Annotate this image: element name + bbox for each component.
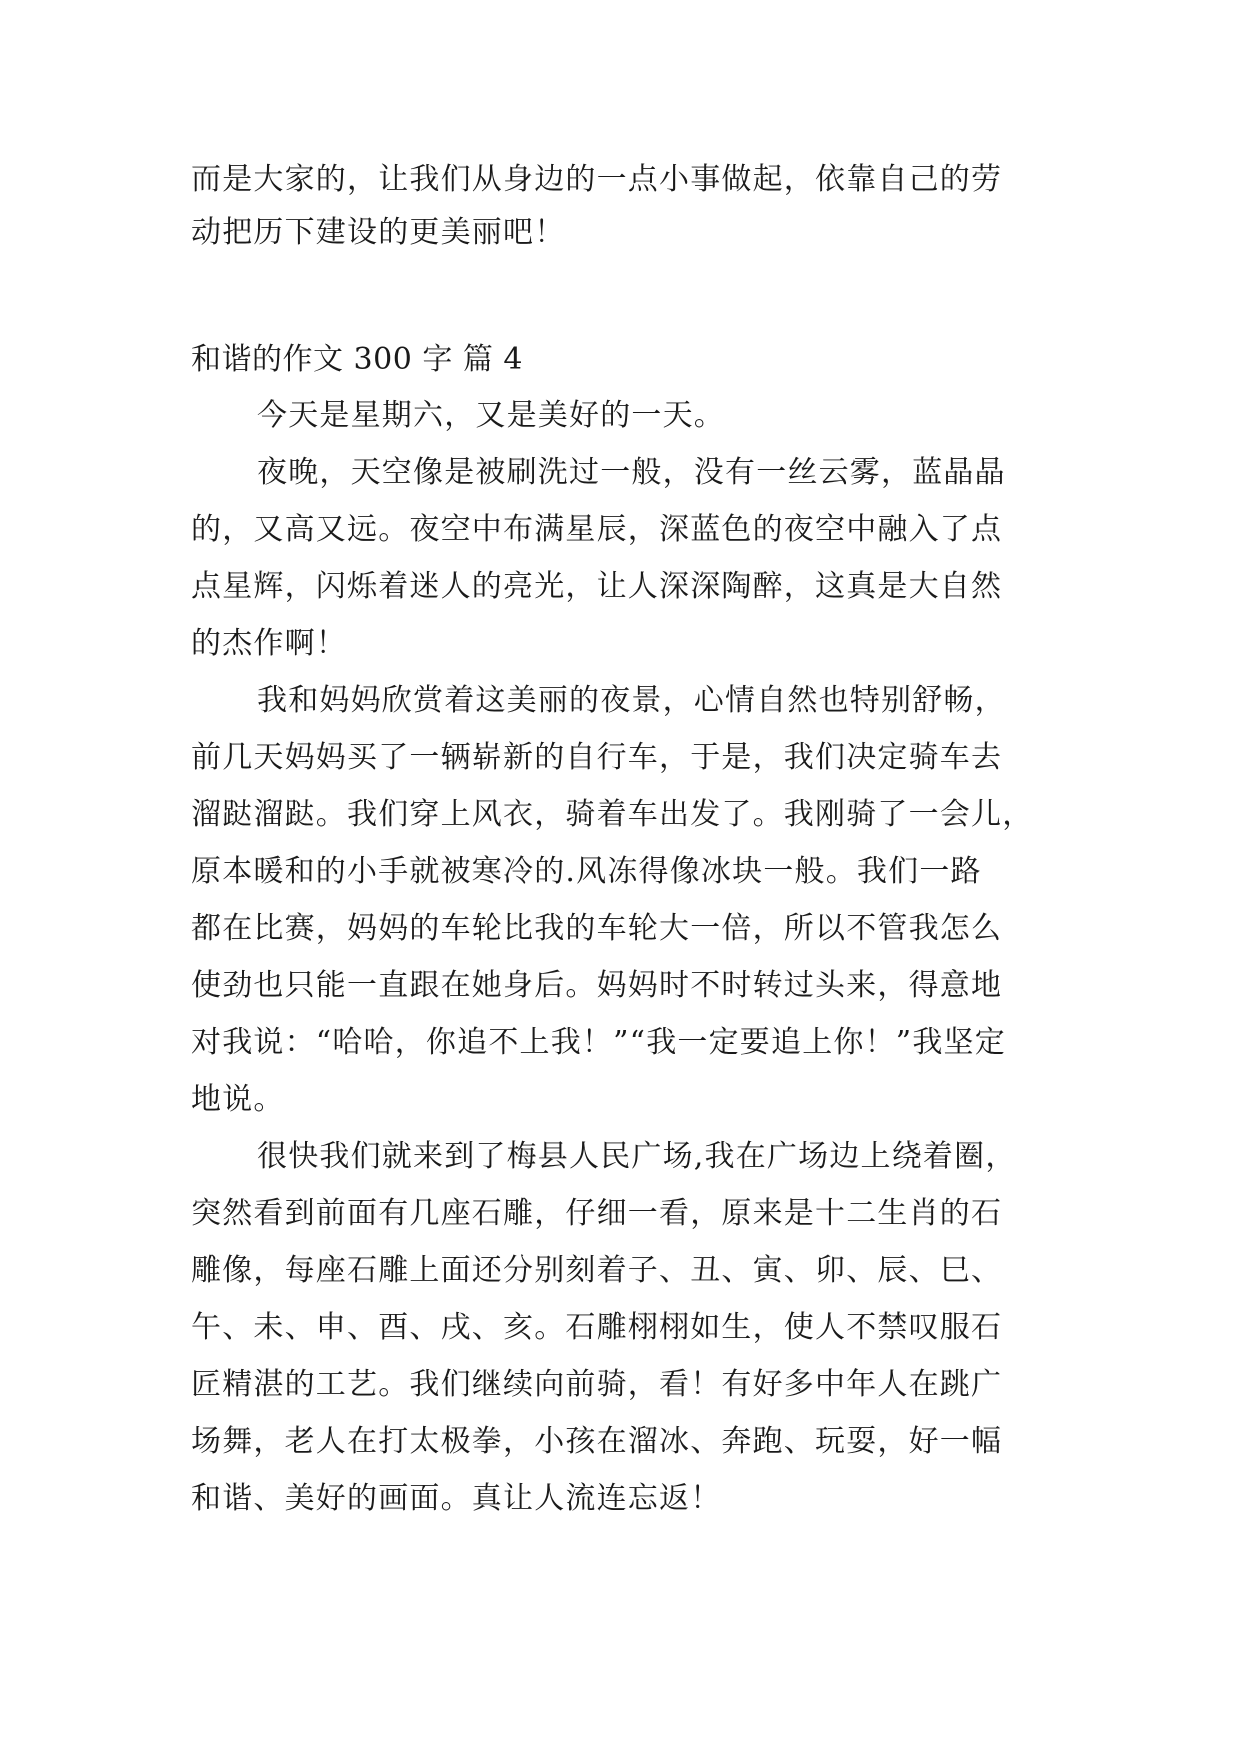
text-line: 地说。 xyxy=(191,1082,285,1117)
text-line: 溜跶溜跶。我们穿上风衣，骑着车出发了。我刚骑了一会儿， xyxy=(191,797,1034,832)
text-line: 的杰作啊！ xyxy=(191,626,347,661)
paragraph-first-line: 我和妈妈欣赏着这美丽的夜景，心情自然也特别舒畅， xyxy=(257,683,1006,718)
text-line: 匠精湛的工艺。我们继续向前骑，看！有好多中年人在跳广 xyxy=(191,1367,1003,1402)
text-line: 对我说：“哈哈，你追不上我！”“我一定要追上你！”我坚定 xyxy=(191,1025,1006,1060)
paragraph-first-line: 很快我们就来到了梅县人民广场,我在广场边上绕着圈， xyxy=(257,1139,1017,1174)
text-line: 和谐、美好的画面。真让人流连忘返！ xyxy=(191,1481,722,1516)
text-line: 的，又高又远。夜空中布满星辰，深蓝色的夜空中融入了点 xyxy=(191,512,1003,547)
paragraph-first-line: 今天是星期六，又是美好的一天。 xyxy=(257,398,725,433)
paragraph-first-line: 夜晚，天空像是被刷洗过一般，没有一丝云雾，蓝晶晶 xyxy=(257,455,1006,490)
text-line: 动把历下建设的更美丽吧！ xyxy=(191,215,566,250)
text-line: 使劲也只能一直跟在她身后。妈妈时不时转过头来，得意地 xyxy=(191,968,1003,1003)
text-line: 都在比赛，妈妈的车轮比我的车轮大一倍，所以不管我怎么 xyxy=(191,911,1003,946)
text-line: 场舞，老人在打太极拳，小孩在溜冰、奔跑、玩耍，好一幅 xyxy=(191,1424,1003,1459)
text-line: 前几天妈妈买了一辆崭新的自行车，于是，我们决定骑车去 xyxy=(191,740,1003,775)
text-line: 原本暖和的小手就被寒冷的.风冻得像冰块一般。我们一路 xyxy=(191,854,982,889)
text-line: 点星辉，闪烁着迷人的亮光，让人深深陶醉，这真是大自然 xyxy=(191,569,1003,604)
text-line: 突然看到前面有几座石雕，仔细一看，原来是十二生肖的石 xyxy=(191,1196,1003,1231)
section-heading: 和谐的作文 300 字 篇 4 xyxy=(191,342,523,377)
text-line: 午、未、申、酉、戌、亥。石雕栩栩如生，使人不禁叹服石 xyxy=(191,1310,1003,1345)
text-line: 雕像，每座石雕上面还分别刻着子、丑、寅、卯、辰、巳、 xyxy=(191,1253,1003,1288)
text-line: 而是大家的，让我们从身边的一点小事做起，依靠自己的劳 xyxy=(191,162,1003,197)
